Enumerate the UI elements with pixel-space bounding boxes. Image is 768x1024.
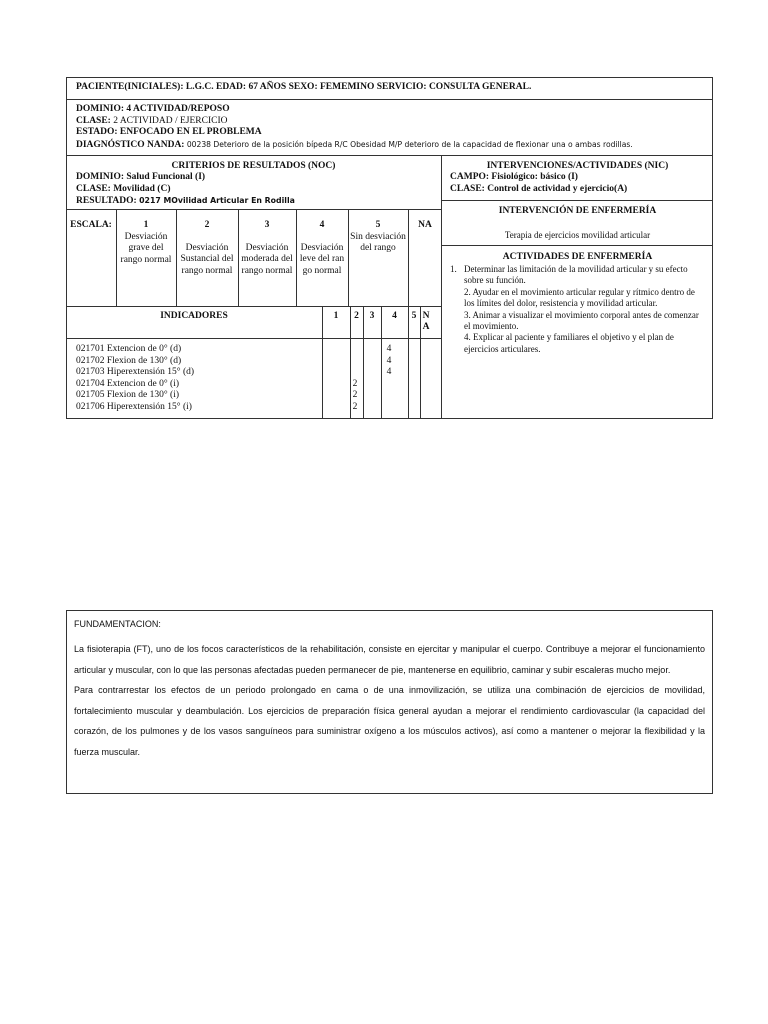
patient-label: PACIENTE(INICIALES): [76, 82, 184, 92]
indicators-title: INDICADORES [160, 311, 228, 321]
scale-level-5 [350, 220, 406, 255]
activities-title: ACTIVIDADES DE ENFERMERÍA [502, 252, 653, 262]
activity-item: 3. Animar a visualizar el movimiento corporal antes de comenzar el movimiento. [464, 309, 699, 332]
nic-divider-1 [441, 200, 713, 201]
indicator-row: 021704 Extencion de 0° (i) [76, 378, 179, 389]
indicator-row: 021701 Extencion de 0° (d) [76, 344, 182, 354]
noc-class: CLASE: Movilidad (C) [76, 184, 171, 194]
fundamentacion-title: FUNDAMENTACION: [74, 619, 161, 629]
fundamentacion-paragraph-2: Para contrarrestar los efectos de un periodo prolongado en cama o de una inmovilización, se utiliza una combinación de ejercicios de movilidad, fortalecimiento muscular y deambulación. Los ejercicios de preparación física general ayudan a mejorar el rendimiento cardiovascular (la capacidad del corazón, de los pulmones y de los vasos sanguíneos para suministrar oxígeno a los músculos activos), así como a mantener o mejorar la flexibilidad y la fuerza muscular. [74, 685, 705, 757]
patient-row [76, 82, 706, 94]
service-label: SERVICIO: [376, 82, 427, 92]
diagnosis-value: 00238 Deterioro de la posición bípeda R/C Obesidad M/P deterioro de la capacidad de flexionar una o ambas rodillas. [186, 139, 633, 149]
scale-na: NA [418, 220, 432, 230]
row-divider-2 [66, 155, 713, 156]
scale-level-2-num: 2 [204, 220, 210, 230]
age-label: EDAD: [215, 82, 247, 92]
indicator-list [76, 344, 322, 413]
ind-col-1: 1 [333, 311, 339, 321]
ind-col-4: 4 [392, 311, 397, 321]
indicators-header-divider [66, 338, 441, 339]
scale-level-4 [299, 220, 345, 277]
ind-col-5: 5 [411, 311, 417, 321]
scale-level-5-desc: Sin desviación del rango [350, 231, 406, 253]
noc-divider [66, 209, 441, 210]
fundamentacion-box [66, 610, 713, 794]
scale-level-1-num: 1 [143, 220, 149, 230]
ind-col-line-4 [408, 306, 409, 419]
activity-item: 2. Ayudar en el movimiento articular regular y rítmico dentro de los límites del dolor, resistencia y movilidad articular. [464, 286, 695, 309]
indicator-score: 2 [352, 401, 358, 412]
scale-col-line-3 [238, 209, 239, 306]
diagnosis-line [76, 139, 708, 152]
sex-label: SEXO: [288, 82, 318, 92]
scale-col-line-1 [116, 209, 117, 306]
noc-result [76, 195, 295, 208]
ind-col-2: 2 [354, 311, 359, 321]
care-plan-table [66, 77, 713, 419]
state-line: ESTADO: ENFOCADO EN EL PROBLEMA [76, 127, 262, 137]
diagnosis-label: DIAGNÓSTICO NANDA: [76, 139, 185, 150]
ind-col-line-2 [363, 306, 364, 419]
noc-result-label: RESULTADO: [76, 196, 137, 206]
indicator-score: 4 [386, 367, 392, 377]
scale-level-4-desc: Desviación leve del rango normal [299, 242, 345, 276]
indicator-score: 4 [386, 344, 392, 354]
nic-class: CLASE: Control de actividad y ejercicio(A) [450, 184, 628, 194]
noc-title: CRITERIOS DE RESULTADOS (NOC) [171, 161, 336, 171]
intervention-text: Terapia de ejercicios movilidad articular [504, 230, 651, 240]
ind-col-3: 3 [369, 311, 375, 321]
scale-level-1-desc: Desviación grave del rango normal [120, 231, 172, 265]
domain-line: DOMINIO: 4 ACTIVIDAD/REPOSO [76, 104, 230, 114]
nic-title: INTERVENCIONES/ACTIVIDADES (NIC) [486, 161, 669, 171]
indicator-row: 021702 Flexion de 130° (d) [76, 355, 182, 366]
scale-level-3-num: 3 [264, 220, 270, 230]
indicator-score: 2 [352, 378, 358, 389]
intervention-title: INTERVENCIÓN DE ENFERMERÍA [498, 206, 657, 216]
noc-nic-divider [441, 155, 442, 419]
domain-block [76, 104, 708, 151]
scale-level-5-num: 5 [375, 220, 381, 230]
scale-level-2 [178, 220, 236, 277]
scale-level-3-desc: Desviación moderada del rango normal [241, 242, 293, 276]
ind-col-line-0 [322, 306, 323, 419]
indicator-row: 021706 Hiperextensión 15° (i) [76, 401, 192, 412]
scale-level-2-desc: Desviación Sustancial del rango normal [180, 242, 234, 276]
indicator-row: 021705 Flexion de 130° (i) [76, 390, 180, 400]
patient-initials: L.G.C. [185, 82, 214, 92]
scale-col-line-4 [296, 209, 297, 306]
activity-item-number: 1. [450, 264, 457, 274]
scale-level-1 [118, 220, 174, 266]
scale-label: ESCALA: [70, 220, 112, 230]
ind-col-line-5 [420, 306, 421, 419]
patient-service: CONSULTA GENERAL. [428, 82, 532, 92]
activity-item [450, 264, 704, 287]
class-label: CLASE: [76, 115, 111, 126]
nic-field: CAMPO: Fisiológico: básico (I) [450, 172, 578, 182]
noc-result-value: 0217 MOvilidad Articular En Rodilla [139, 196, 295, 205]
patient-sex: FEMEMINO [320, 82, 375, 92]
indicator-score: 2 [352, 390, 358, 400]
activity-item: 4. Explicar al paciente y familiares el objetivo y el plan de ejercicios articulares. [464, 332, 674, 354]
scale-col-line-5 [348, 209, 349, 306]
class-value: 2 ACTIVIDAD / EJERCICIO [113, 115, 228, 126]
scale-level-4-num: 4 [319, 220, 325, 230]
ind-col-na: N A [422, 311, 430, 332]
row-divider-1 [66, 99, 713, 100]
nic-divider-2 [441, 245, 713, 246]
indicator-score: 4 [386, 355, 392, 366]
scale-level-3 [240, 220, 294, 277]
patient-age: 67 AÑOS [248, 82, 287, 92]
class-line [76, 116, 708, 128]
noc-domain: DOMINIO: Salud Funcional (I) [76, 172, 206, 182]
activity-item-text: Determinar las limitación de la movilidad articular y su efecto sobre su función. [464, 264, 688, 286]
activities-list [450, 264, 704, 355]
scale-col-line-2 [176, 209, 177, 306]
scale-bottom-divider [66, 306, 441, 307]
indicator-row: 021703 Hiperextensión 15° (d) [76, 367, 195, 377]
fundamentacion-paragraph-1: La fisioterapia (FT), uno de los focos característicos de la rehabilitación, consiste en ejercitar y manipular el cuerpo. Contribuye a mejorar el funcionamiento articular y muscular, con lo que las personas afectadas pueden permanecer de pie, mantenerse en equilibrio, caminar y subir escaleras mucho mejor. [74, 644, 705, 675]
